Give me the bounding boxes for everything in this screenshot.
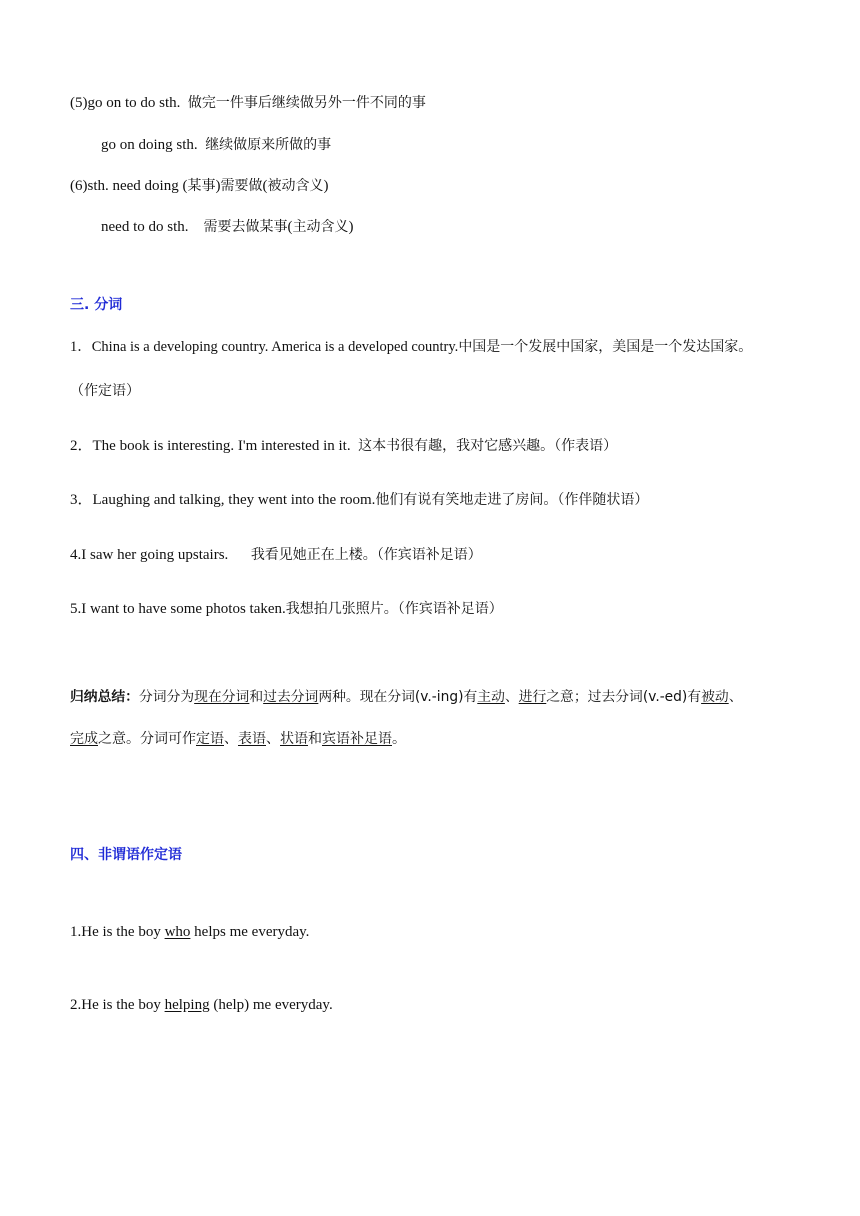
cn-text: 中国是一个发展中国家，美国是一个发达国家。	[458, 339, 753, 355]
cn-text: 我想拍几张照片。	[285, 601, 398, 617]
en-text: need to do sth.	[101, 219, 189, 235]
summary-text: 。	[392, 731, 406, 747]
summary-text: 和	[308, 731, 322, 747]
section-heading-participle: 三. 分词	[70, 297, 123, 313]
summary-text: 、	[504, 689, 519, 705]
cn-text: 做完一件事后继续做另外一件不同的事	[187, 95, 426, 111]
en-text: 1．China is a developing country. America is a developed country.	[70, 339, 459, 355]
line-go-on-to-do	[70, 93, 426, 113]
en-text: (	[262, 178, 268, 194]
en-text: (help) me everyday.	[209, 997, 333, 1013]
cn-text: 被动含义	[267, 178, 324, 194]
underlined-word: who	[164, 924, 191, 940]
cn-text: 这本书很有趣，我对它感兴趣。	[358, 438, 555, 454]
summary-label: 归纳总结：	[70, 689, 139, 705]
en-text: 3．Laughing and talking, they went into the room.	[70, 492, 376, 508]
summary-line-2	[70, 729, 406, 749]
summary-underlined: 宾语补足语	[322, 731, 392, 747]
summary-text: 之意。分词可作	[98, 731, 196, 747]
summary-underlined: 完成	[70, 731, 98, 747]
example-1	[70, 337, 752, 357]
en-text: 2．The book is interesting. I'm interested in it.	[70, 438, 351, 454]
summary-underlined: 状语	[280, 731, 308, 747]
summary-underlined: 表语	[238, 731, 266, 747]
usage-tag: （作宾语补足语）	[376, 547, 482, 563]
example-4	[70, 545, 482, 565]
example-helping	[70, 995, 333, 1015]
summary-text: 、	[266, 731, 280, 747]
usage-tag: （作伴随状语）	[557, 492, 649, 508]
en-text: 4.I saw her going upstairs.	[70, 547, 229, 563]
en-text: (6)sth. need doing (	[70, 178, 188, 194]
cn-text: 需要去做某事	[203, 219, 288, 235]
en-text: 2.He is the boy	[70, 997, 165, 1013]
cn-text: 他们有说有笑地走进了房间。	[375, 492, 558, 508]
cn-text: 某事	[187, 178, 216, 194]
cn-text: 主动含义	[292, 219, 349, 235]
summary-text: 、	[224, 731, 238, 747]
en-text: )	[215, 178, 221, 194]
summary-text: 、	[728, 689, 743, 705]
underlined-word: helping	[164, 997, 210, 1013]
en-text: 5.I want to have some photos taken.	[70, 601, 286, 617]
usage-tag: （作宾语补足语）	[397, 601, 503, 617]
en-text: )	[323, 178, 329, 194]
summary-text: 两种。现在分词(v.-ing)有	[318, 689, 478, 705]
summary-underlined: 被动	[701, 689, 729, 705]
line-need-doing	[70, 176, 328, 196]
cn-text: 继续做原来所做的事	[205, 137, 332, 153]
example-5	[70, 599, 503, 619]
en-text: go on doing sth.	[101, 137, 198, 153]
cn-text: 我看见她正在上楼。	[250, 547, 377, 563]
summary-underlined: 现在分词	[194, 689, 250, 705]
summary-text: 分词分为	[138, 689, 195, 705]
cn-text: 需要做	[220, 178, 263, 194]
summary-line-1	[70, 687, 743, 707]
usage-tag: （作表语）	[554, 438, 618, 454]
summary-underlined: 过去分词	[263, 689, 319, 705]
en-text: )	[348, 219, 354, 235]
summary-underlined: 定语	[196, 731, 224, 747]
en-text: helps me everyday.	[190, 924, 310, 940]
summary-underlined: 主动	[477, 689, 505, 705]
summary-underlined: 进行	[518, 689, 547, 705]
line-go-on-doing	[101, 135, 331, 155]
en-text: 1.He is the boy	[70, 924, 165, 940]
summary-text: 之意；过去分词(v.-ed)有	[546, 689, 702, 705]
example-who	[70, 922, 309, 942]
example-2	[70, 436, 617, 456]
en-text: (5)go on to do sth.	[70, 95, 181, 111]
example-3	[70, 490, 648, 510]
line-need-to-do	[101, 217, 354, 237]
en-text: (	[287, 219, 293, 235]
section-heading-nonfinite-attributive: 四、非谓语作定语	[70, 847, 182, 863]
example-1-tag: （作定语）	[70, 383, 140, 399]
summary-text: 和	[249, 689, 264, 705]
